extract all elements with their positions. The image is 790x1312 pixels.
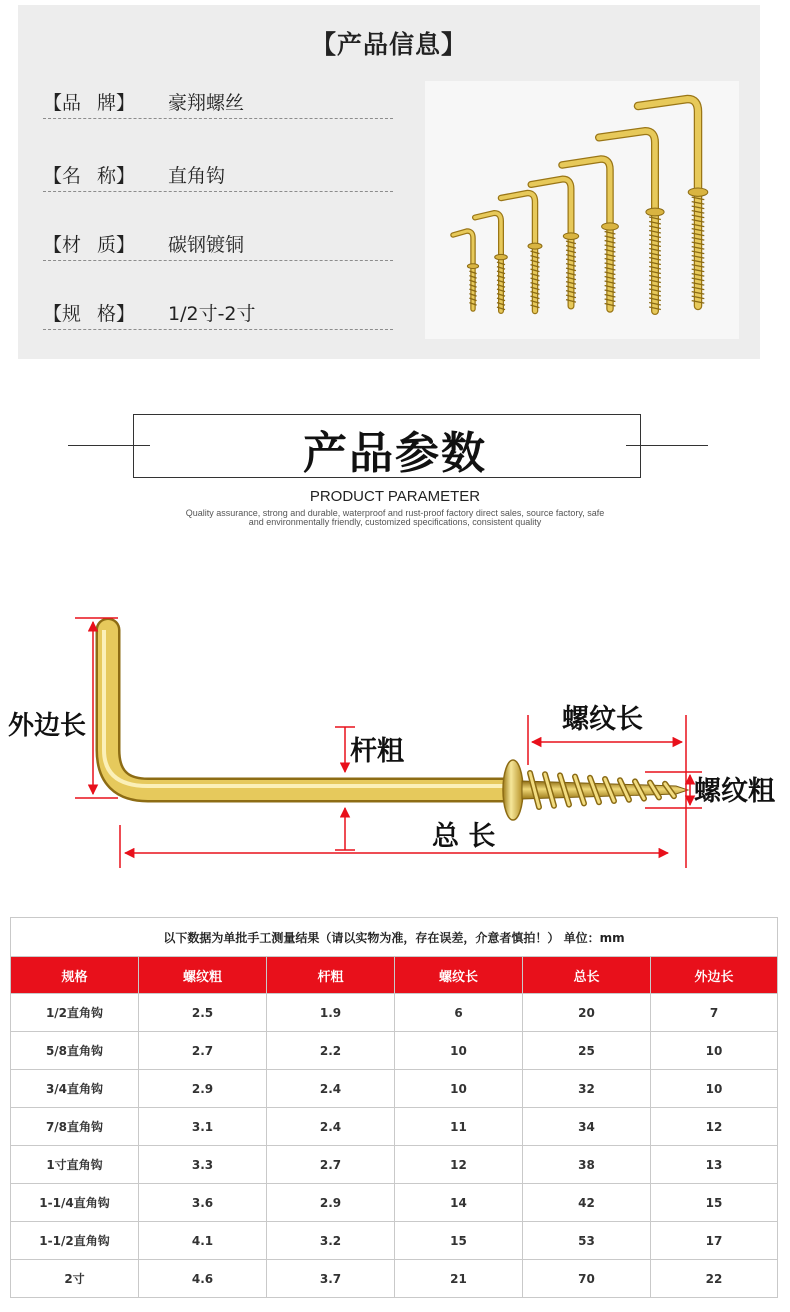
hook-collar (646, 208, 664, 216)
table-cell: 22 (651, 1260, 778, 1298)
hook-shine (453, 231, 473, 309)
info-label: 称】 (97, 165, 136, 187)
table-header-cell: 规格 (11, 957, 139, 994)
table-cell: 38 (523, 1146, 651, 1184)
table-row (11, 1222, 778, 1260)
table-row (11, 1260, 778, 1298)
table-header-cell: 外边长 (651, 957, 778, 994)
info-row-name (43, 161, 393, 192)
table-cell: 2.5 (139, 994, 267, 1032)
table-cell: 15 (395, 1222, 523, 1260)
info-label: 【材 (43, 234, 82, 256)
spec-table (10, 917, 778, 1298)
table-cell: 6 (395, 994, 523, 1032)
table-cell: 7/8直角钩 (11, 1108, 139, 1146)
table-cell: 3/4直角钩 (11, 1070, 139, 1108)
table-cell: 34 (523, 1108, 651, 1146)
table-cell: 1.9 (267, 994, 395, 1032)
table-cell: 3.7 (267, 1260, 395, 1298)
info-label: 格】 (97, 303, 136, 325)
table-header-cell: 螺纹长 (395, 957, 523, 994)
info-label: 【名 (43, 165, 82, 187)
hooks-photo-illustration (425, 81, 739, 339)
table-caption: 以下数据为单批手工测量结果（请以实物为准，存在误差，介意者慎拍！） 单位：mm (11, 918, 778, 957)
hook-collar (503, 760, 523, 820)
table-header-cell: 总长 (523, 957, 651, 994)
hook-collar (467, 264, 478, 269)
info-value: 豪翔螺丝 (168, 92, 245, 114)
hook-collar (688, 188, 708, 196)
table-cell: 20 (523, 994, 651, 1032)
info-label: 【规 (43, 303, 82, 325)
info-row-spec (43, 299, 393, 330)
dimension-diagram (0, 600, 790, 880)
table-cell: 2.7 (267, 1146, 395, 1184)
hook-dimension-drawing (0, 600, 790, 880)
hook-collar (495, 254, 508, 259)
table-cell: 2寸 (11, 1260, 139, 1298)
hook-shine (501, 193, 535, 311)
table-cell: 13 (651, 1146, 778, 1184)
table-cell: 1/2直角钩 (11, 994, 139, 1032)
info-label: 质】 (97, 234, 136, 256)
table-cell: 2.4 (267, 1070, 395, 1108)
info-value: 碳钢镀铜 (168, 234, 245, 256)
product-info-title: 【产品信息】 (310, 30, 467, 59)
table-cell: 5/8直角钩 (11, 1032, 139, 1070)
table-cell: 2.7 (139, 1032, 267, 1070)
table-cell: 21 (395, 1260, 523, 1298)
table-cell: 14 (395, 1184, 523, 1222)
outer-length-label: 外边长 (8, 711, 87, 741)
info-value: 直角钩 (168, 165, 226, 187)
parameter-description-line: Quality assurance, strong and durable, waterproof and rust-proof factory direct sales, source factory, safe (185, 508, 605, 518)
table-cell: 32 (523, 1070, 651, 1108)
table-cell: 3.2 (267, 1222, 395, 1260)
hook (501, 193, 535, 311)
table-cell: 17 (651, 1222, 778, 1260)
table-body (11, 994, 778, 1298)
hook (453, 231, 473, 309)
table-row (11, 1146, 778, 1184)
table-cell: 2.9 (267, 1184, 395, 1222)
info-row-brand (43, 88, 393, 119)
table-cell: 3.6 (139, 1184, 267, 1222)
table-cell: 10 (651, 1070, 778, 1108)
hook-threads (522, 773, 688, 807)
hook-collar (563, 233, 578, 240)
table-cell: 2.9 (139, 1070, 267, 1108)
product-info-panel (18, 5, 760, 359)
table-cell: 7 (651, 994, 778, 1032)
table-cell: 12 (395, 1146, 523, 1184)
table-cell: 10 (651, 1032, 778, 1070)
table-header-cell: 杆粗 (267, 957, 395, 994)
table-cell: 1-1/4直角钩 (11, 1184, 139, 1222)
table-row (11, 1108, 778, 1146)
table-cell: 42 (523, 1184, 651, 1222)
info-row-material (43, 230, 393, 261)
table-cell: 10 (395, 1070, 523, 1108)
shank-label: 杆粗 (350, 736, 404, 767)
table-cell: 15 (651, 1184, 778, 1222)
table-cell: 10 (395, 1032, 523, 1070)
parameter-description (140, 509, 650, 527)
table-cell: 11 (395, 1108, 523, 1146)
thread-length-label: 螺纹长 (562, 704, 643, 735)
table-row (11, 994, 778, 1032)
table-cell: 2.2 (267, 1032, 395, 1070)
total-length-label: 总 长 (432, 821, 496, 852)
table-row (11, 1070, 778, 1108)
thread-diameter-label: 螺纹粗 (694, 776, 775, 807)
table-cell: 53 (523, 1222, 651, 1260)
parameter-description-line: and environmentally friendly, customized specifications, consistent quality (248, 517, 542, 527)
table-cell: 3.1 (139, 1108, 267, 1146)
table-cell: 4.1 (139, 1222, 267, 1260)
parameter-subtitle: PRODUCT PARAMETER (309, 488, 481, 505)
product-photo (425, 81, 739, 339)
table-cell: 1寸直角钩 (11, 1146, 139, 1184)
info-value: 1/2寸-2寸 (168, 303, 256, 325)
table-cell: 2.4 (267, 1108, 395, 1146)
table-header-cell: 螺纹粗 (139, 957, 267, 994)
info-label: 【品 (43, 92, 82, 114)
info-label: 牌】 (97, 92, 136, 114)
table-cell: 4.6 (139, 1260, 267, 1298)
parameter-title: 产品参数 (303, 428, 487, 479)
table-header-row (11, 957, 778, 994)
hook-collar (602, 223, 619, 230)
table-cell: 12 (651, 1108, 778, 1146)
table-row (11, 1184, 778, 1222)
table-row (11, 1032, 778, 1070)
table-cell: 25 (523, 1032, 651, 1070)
hook-collar (528, 243, 542, 249)
table-cell: 3.3 (139, 1146, 267, 1184)
table-cell: 70 (523, 1260, 651, 1298)
table-cell: 1-1/2直角钩 (11, 1222, 139, 1260)
